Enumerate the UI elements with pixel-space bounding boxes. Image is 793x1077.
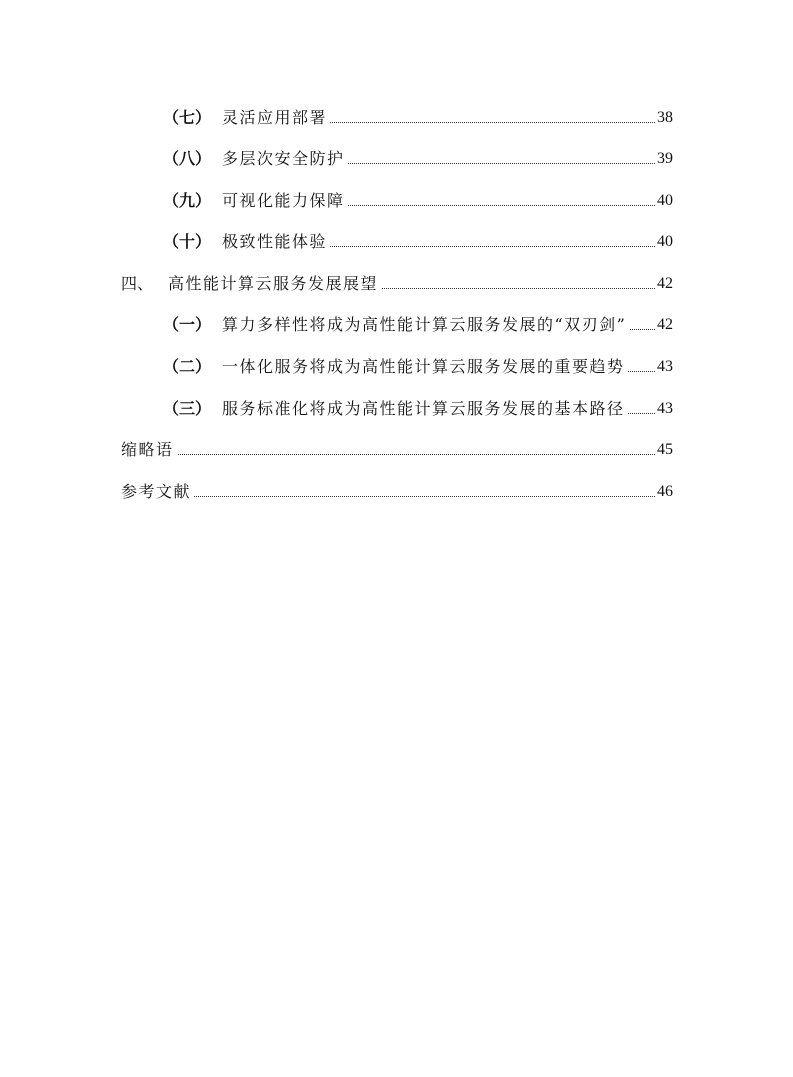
toc-entry-page: 42 — [655, 270, 673, 298]
toc-entry-page: 46 — [655, 478, 673, 506]
toc-entry[interactable] — [0, 104, 793, 132]
toc-entry-title: 高性能计算云服务发展展望 — [168, 270, 381, 298]
toc-entry-number: （七） — [163, 108, 212, 127]
toc-entry-number: （十） — [163, 232, 212, 251]
toc-entry-title: 一体化服务将成为高性能计算云服务发展的重要趋势 — [222, 353, 628, 381]
toc-entry[interactable] — [0, 145, 793, 173]
toc-entry-number: （二） — [163, 357, 212, 376]
toc-entry[interactable] — [0, 228, 793, 256]
toc-entry-page: 43 — [655, 395, 673, 423]
toc-entry-title: 灵活应用部署 — [222, 104, 330, 132]
toc-entry-page: 38 — [655, 104, 673, 132]
toc-entry-number: （三） — [163, 399, 212, 418]
toc-entry-page: 40 — [655, 187, 673, 215]
toc-entry[interactable] — [0, 270, 793, 298]
toc-entry-title: 参考文献 — [121, 478, 194, 506]
dot-leader — [121, 454, 673, 455]
toc-entry-page: 45 — [655, 436, 673, 464]
toc-entry-page: 39 — [655, 145, 673, 173]
toc-entry-number: （一） — [163, 315, 212, 334]
toc-entry[interactable] — [0, 478, 793, 506]
toc-entry-title: 服务标准化将成为高性能计算云服务发展的基本路径 — [222, 395, 628, 423]
toc-entry[interactable] — [0, 395, 793, 423]
toc-entry-title: 算力多样性将成为高性能计算云服务发展的“双刃剑” — [222, 311, 629, 339]
toc-entry-title: 多层次安全防护 — [222, 145, 348, 173]
toc-entry-title: 极致性能体验 — [222, 228, 330, 256]
toc-entry-number: （八） — [163, 149, 212, 168]
toc-entry[interactable] — [0, 187, 793, 215]
toc-entry-page: 42 — [655, 311, 673, 339]
toc-entry[interactable] — [0, 436, 793, 464]
dot-leader — [121, 496, 673, 497]
toc-entry-number: （九） — [163, 191, 212, 210]
toc-entry-title: 可视化能力保障 — [222, 187, 348, 215]
toc-entry[interactable] — [0, 353, 793, 381]
toc-entry-number: 四、 — [121, 274, 154, 293]
toc-entry[interactable] — [0, 311, 793, 339]
toc-entry-title: 缩略语 — [121, 436, 177, 464]
toc-entry-page: 43 — [655, 353, 673, 381]
toc-entry-page: 40 — [655, 228, 673, 256]
